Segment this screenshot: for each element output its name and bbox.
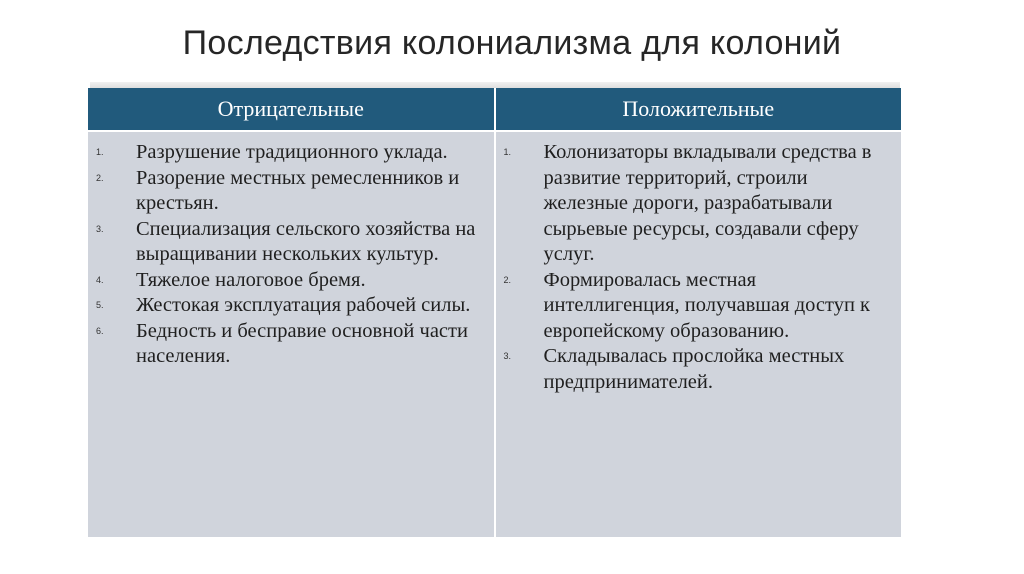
- list-number: 4.: [96, 274, 104, 285]
- list-item: [504, 268, 894, 345]
- list-item-text: Разорение местных ремесленников и крестьян.: [136, 166, 460, 214]
- list-item: [96, 293, 486, 319]
- positive-list: [504, 140, 894, 395]
- list-item-text: Колонизаторы вкладывали средства в развитие территорий, строили железные дороги, разрабатывали сырьевые ресурсы, создавали сферу услуг.: [543, 141, 872, 265]
- negative-list: [96, 140, 486, 370]
- slide-title: Последствия колониализма для колоний: [182, 24, 842, 62]
- list-number: 3.: [503, 351, 512, 361]
- list-item: [96, 268, 486, 294]
- header-negative: Отрицательные: [88, 88, 496, 130]
- table-body-row: [88, 132, 901, 537]
- list-item: [96, 319, 486, 370]
- list-item: [96, 140, 486, 166]
- list-item-text: Бедность и бесправие основной части населения.: [136, 319, 468, 367]
- list-item-text: Складывалась прослойка местных предпринимателей.: [543, 345, 845, 393]
- list-number: 6.: [96, 325, 104, 336]
- list-number: 2.: [503, 274, 512, 285]
- list-item: [504, 344, 894, 395]
- positive-cell: [496, 132, 902, 537]
- list-item-text: Разрушение традиционного уклада.: [136, 141, 448, 163]
- list-number: 2.: [96, 172, 104, 183]
- list-number: 5.: [96, 300, 104, 310]
- list-number: 1.: [96, 147, 104, 157]
- list-item-text: Формировалась местная интеллигенция, получавшая доступ к европейскому образованию.: [543, 268, 870, 342]
- table-header-row: [88, 88, 901, 132]
- list-item: [96, 166, 486, 217]
- negative-cell: [88, 132, 496, 537]
- header-positive: Положительные: [622, 96, 775, 121]
- list-item-text: Специализация сельского хозяйства на выращивании нескольких культур.: [136, 217, 476, 265]
- list-item: [504, 140, 894, 268]
- list-item-text: Тяжелое налоговое бремя.: [136, 268, 366, 291]
- list-item: [96, 217, 486, 268]
- consequences-table: [88, 88, 901, 537]
- list-number: 3.: [96, 223, 104, 234]
- list-number: 1.: [503, 147, 512, 157]
- list-item-text: Жестокая эксплуатация рабочей силы.: [136, 294, 471, 316]
